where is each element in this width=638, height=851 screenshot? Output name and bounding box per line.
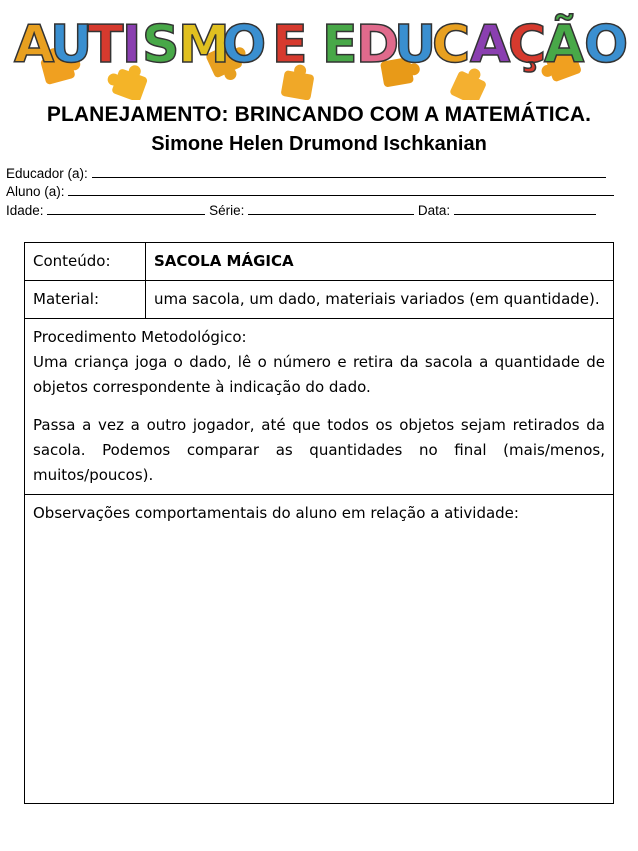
observacoes-label: Observações comportamentais do aluno em relação a atividade: <box>33 504 519 522</box>
autismo-educacao-banner <box>0 0 638 100</box>
banner-art <box>0 0 638 100</box>
material-row <box>25 281 614 319</box>
educador-blank <box>92 166 606 178</box>
conteudo-value: SACOLA MÁGICA <box>146 243 614 281</box>
svg-text:D: D <box>356 15 400 75</box>
svg-text:E: E <box>272 15 308 75</box>
svg-text:Ç: Ç <box>508 15 547 75</box>
svg-text:Ã: Ã <box>544 15 585 75</box>
svg-text:E: E <box>322 15 358 75</box>
observacoes-row <box>25 495 614 804</box>
conteudo-label: Conteúdo: <box>25 243 146 281</box>
planning-table <box>24 242 614 804</box>
educador-field <box>6 166 606 181</box>
svg-text:S: S <box>142 15 180 75</box>
procedimento-paragraph-1: Uma criança joga o dado, lê o número e retira da sacola a quantidade de objetos correspondente à indicação do dado. <box>33 353 605 396</box>
svg-text:O: O <box>584 15 629 75</box>
author-name: Simone Helen Drumond Ischkanian <box>151 133 487 155</box>
svg-text:U: U <box>50 15 93 75</box>
idade-label: Idade: <box>6 203 44 218</box>
data-label: Data: <box>417 203 451 218</box>
observacoes-cell[interactable] <box>25 495 614 804</box>
procedimento-cell <box>25 319 614 495</box>
conteudo-row <box>25 243 614 281</box>
aluno-blank <box>68 184 614 196</box>
paragraph-spacer <box>33 400 605 413</box>
educador-label: Educador (a): <box>6 166 88 181</box>
material-label: Material: <box>25 281 146 319</box>
aluno-field <box>6 184 614 199</box>
svg-text:O: O <box>222 15 267 75</box>
idade-serie-data-field <box>6 203 596 218</box>
svg-text:A: A <box>470 15 511 75</box>
serie-blank <box>248 203 414 215</box>
serie-label: Série: <box>209 203 245 218</box>
procedimento-label: Procedimento Metodológico: <box>33 328 247 346</box>
svg-text:U: U <box>394 15 437 75</box>
svg-text:T: T <box>88 15 124 75</box>
svg-text:I: I <box>122 15 142 75</box>
page-title: PLANEJAMENTO: BRINCANDO COM A MATEMÁTICA. <box>46 103 592 126</box>
svg-text:A: A <box>14 15 55 75</box>
idade-blank <box>47 203 205 215</box>
procedimento-paragraph-2: Passa a vez a outro jogador, até que todos os objetos sejam retirados da sacola. Podemos comparar as quantidades no final (mais/menos, muitos/poucos). <box>33 416 605 484</box>
svg-text:M: M <box>178 15 230 75</box>
data-blank <box>454 203 596 215</box>
procedimento-row <box>25 319 614 495</box>
svg-text:C: C <box>432 15 471 75</box>
material-value: uma sacola, um dado, materiais variados (em quantidade). <box>146 281 614 319</box>
aluno-label: Aluno (a): <box>6 184 65 199</box>
